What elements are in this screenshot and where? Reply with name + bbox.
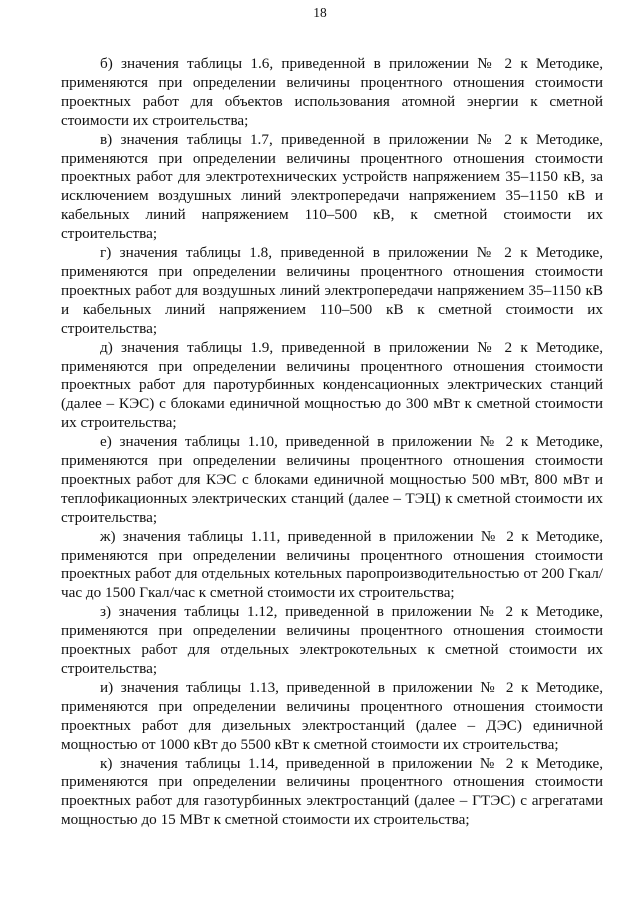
paragraph-v: в) значения таблицы 1.7, приведенной в приложении № 2 к Методике, применяются при определении величины процентного отношения стоимости проектных работ для электротехнических устройств напряжением 35–1150 кВ, за исключением воздушных линий электропередачи напряжением 35–1150 кВ и кабельных линий напряжением 110–500 кВ, к сметной стоимости их строительства; <box>61 130 603 243</box>
paragraph-i: и) значения таблицы 1.13, приведенной в приложении № 2 к Методике, применяются при определении величины процентного отношения стоимости проектных работ для дизельных электростанций (далее – ДЭС) единичной мощностью от 1000 кВт до 5500 кВт к сметной стоимости их строительства; <box>61 678 603 753</box>
document-body <box>61 55 603 830</box>
paragraph-zh: ж) значения таблицы 1.11, приведенной в приложении № 2 к Методике, применяются при определении величины процентного отношения стоимости проектных работ для отдельных котельных паропроизводительностью от 200 Гкал/час до 1500 Гкал/час к сметной стоимости их строительства; <box>61 527 603 602</box>
paragraph-e: е) значения таблицы 1.10, приведенной в приложении № 2 к Методике, применяются при определении величины процентного отношения стоимости проектных работ для КЭС с блоками единичной мощностью 500 мВт, 800 мВт и теплофикационных электрических станций (далее – ТЭЦ) к сметной стоимости их строительства; <box>61 433 603 526</box>
paragraph-g: г) значения таблицы 1.8, приведенной в приложении № 2 к Методике, применяются при определении величины процентного отношения стоимости проектных работ для воздушных линий электропередачи напряжением 35–1150 кВ и кабельных линий напряжением 110–500 кВ к сметной стоимости их строительства; <box>61 244 603 337</box>
paragraph-b: б) значения таблицы 1.6, приведенной в приложении № 2 к Методике, применяются при определении величины процентного отношения стоимости проектных работ для объектов использования атомной энергии к сметной стоимости их строительства; <box>61 55 603 129</box>
paragraph-z: з) значения таблицы 1.12, приведенной в приложении № 2 к Методике, применяются при определении величины процентного отношения стоимости проектных работ для отдельных электрокотельных к сметной стоимости их строительства; <box>61 603 603 677</box>
paragraph-k: к) значения таблицы 1.14, приведенной в приложении № 2 к Методике, применяются при определении величины процентного отношения стоимости проектных работ для газотурбинных электростанций (далее – ГТЭС) с агрегатами мощностью до 15 МВт к сметной стоимости их строительства; <box>61 754 603 829</box>
page-number: 18 <box>313 5 327 20</box>
paragraph-d: д) значения таблицы 1.9, приведенной в приложении № 2 к Методике, применяются при определении величины процентного отношения стоимости проектных работ для паротурбинных конденсационных электрических станций (далее – КЭС) с блоками единичной мощностью до 300 мВт к сметной стоимости их строительства; <box>61 338 603 432</box>
